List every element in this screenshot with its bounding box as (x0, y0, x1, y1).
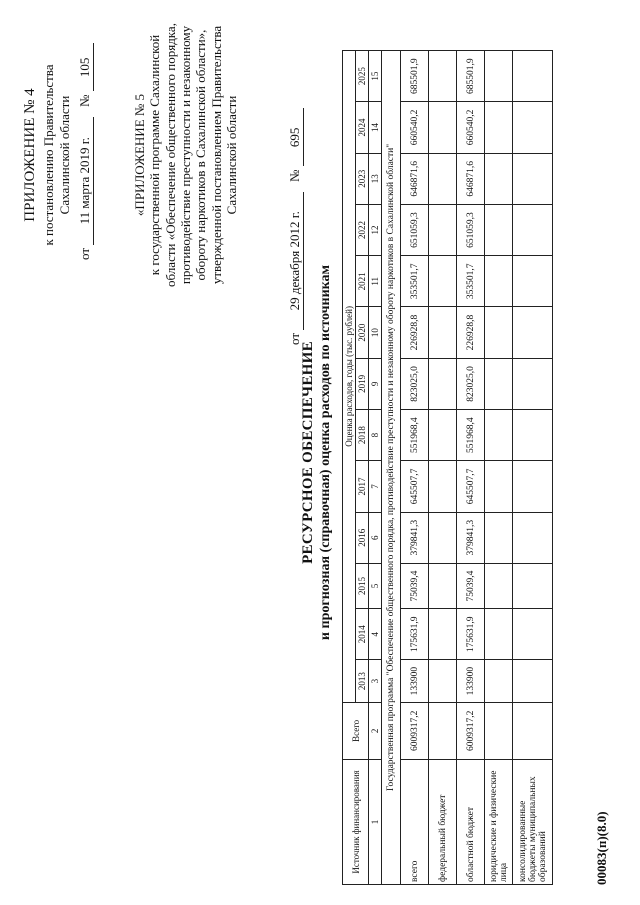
table-row (429, 51, 457, 885)
table-row (401, 51, 429, 885)
appendix-4-date: 11 марта 2019 г. (78, 117, 94, 245)
date-prefix: от (287, 332, 302, 345)
column-number: 1 (369, 760, 382, 885)
section-subtitle: и прогнозная (справочная) оценка расходов по источникам (318, 264, 333, 641)
table-cell: 645507,7 (401, 461, 429, 512)
table-cell (513, 307, 553, 358)
table-cell (513, 461, 553, 512)
table-cell (513, 102, 553, 153)
table-cell (485, 410, 513, 461)
table-cell (485, 307, 513, 358)
appendix-5-line: к государственной программе Сахалинской (147, 34, 163, 276)
appendix-4-number: 105 (78, 43, 94, 91)
table-cell (429, 410, 457, 461)
table-cell: 823025,0 (457, 358, 485, 409)
column-number: 11 (369, 256, 382, 307)
table-cell (429, 461, 457, 512)
table-row (513, 51, 553, 885)
table-cell (485, 256, 513, 307)
table-row (457, 51, 485, 885)
table-cell (485, 102, 513, 153)
row-label: всего (401, 760, 429, 885)
table-cell (485, 563, 513, 608)
appendix-5-line: обороту наркотиков в Сахалинской области», (193, 29, 209, 281)
header-year: 2014 (356, 609, 369, 660)
table-cell (485, 153, 513, 204)
header-year: 2016 (356, 512, 369, 563)
table-cell: 6009317,2 (401, 702, 429, 759)
column-number: 5 (369, 563, 382, 608)
appendix-4-line-1: к постановлению Правительства (41, 64, 56, 246)
column-number: 15 (369, 51, 382, 102)
column-number: 9 (369, 358, 382, 409)
header-year: 2013 (356, 660, 369, 702)
table-cell: 226928,8 (401, 307, 429, 358)
header-year: 2015 (356, 563, 369, 608)
appendix-5-line: утвержденной постановлением Правительства (208, 25, 224, 285)
appendix-4-date-line (78, 43, 94, 260)
document-code: 00083(п)(8.0) (594, 811, 609, 885)
column-number: 3 (369, 660, 382, 702)
header-year: 2025 (356, 51, 369, 102)
row-label: юридические и физические лица (485, 760, 513, 885)
appendix-4-title: ПРИЛОЖЕНИЕ № 4 (22, 88, 38, 222)
number-prefix: № (287, 169, 302, 182)
table-cell (513, 702, 553, 759)
column-number: 13 (369, 153, 382, 204)
table-cell: 379841,3 (401, 512, 429, 563)
table-cell: 379841,3 (457, 512, 485, 563)
appendix-5-line: Сахалинской области (223, 95, 239, 215)
table-cell: 823025,0 (401, 358, 429, 409)
header-year: 2017 (356, 461, 369, 512)
header-total: Всего (343, 702, 369, 759)
table-cell (429, 660, 457, 702)
table-cell: 646871,6 (401, 153, 429, 204)
table-cell (485, 660, 513, 702)
row-label: консолидированные бюджеты муниципальных образований (513, 760, 553, 885)
date-prefix: от (77, 247, 92, 260)
table-cell (513, 153, 553, 204)
table-cell: 353501,7 (401, 256, 429, 307)
table-cell (485, 512, 513, 563)
column-number: 10 (369, 307, 382, 358)
table-cell (485, 461, 513, 512)
table-cell (513, 563, 553, 608)
table-cell (485, 51, 513, 102)
table-cell (429, 102, 457, 153)
table-cell: 685501,9 (401, 51, 429, 102)
table-cell: 6009317,2 (457, 702, 485, 759)
header-years-group: Оценка расходов, годы (тыс. рублей) (343, 51, 356, 703)
table-cell: 685501,9 (457, 51, 485, 102)
table-cell: 75039,4 (457, 563, 485, 608)
table-cell (429, 702, 457, 759)
table-cell (513, 204, 553, 255)
table-cell (429, 609, 457, 660)
program-title-row: Государственная программа "Обеспечение общественного порядка, противодействие преступности и незаконному обороту наркотиков в Сахалинской области" (382, 51, 401, 885)
table-cell: 226928,8 (457, 307, 485, 358)
table-cell: 660540,2 (401, 102, 429, 153)
table-cell: 651059,3 (401, 204, 429, 255)
table-cell (485, 204, 513, 255)
header-year: 2020 (356, 307, 369, 358)
table-cell (513, 660, 553, 702)
table-cell: 651059,3 (457, 204, 485, 255)
appendix-4-line-2: Сахалинской области (57, 95, 72, 215)
table-cell (429, 153, 457, 204)
table-cell: 645507,7 (457, 461, 485, 512)
appendix-5-number: 695 (288, 108, 304, 166)
section-title: РЕСУРСНОЕ ОБЕСПЕЧЕНИЕ (300, 341, 316, 564)
resource-table (342, 50, 553, 885)
header-year: 2022 (356, 204, 369, 255)
column-number: 2 (369, 702, 382, 759)
table-cell: 75039,4 (401, 563, 429, 608)
table-cell (485, 358, 513, 409)
table-cell (513, 358, 553, 409)
number-prefix: № (77, 94, 92, 107)
table-cell (429, 307, 457, 358)
table-cell (513, 512, 553, 563)
table-cell: 551968,4 (457, 410, 485, 461)
table-cell (513, 609, 553, 660)
row-label: федеральный бюджет (429, 760, 457, 885)
table-cell (429, 358, 457, 409)
appendix-5-line: противодействие преступности и незаконному (177, 25, 193, 285)
table-cell (429, 512, 457, 563)
header-year: 2024 (356, 102, 369, 153)
table-cell (429, 51, 457, 102)
table-cell: 660540,2 (457, 102, 485, 153)
table-cell (429, 563, 457, 608)
header-source: Источник финансирования (343, 760, 369, 885)
header-year: 2021 (356, 256, 369, 307)
header-year: 2018 (356, 410, 369, 461)
table-cell (485, 702, 513, 759)
table-cell: 353501,7 (457, 256, 485, 307)
column-number: 6 (369, 512, 382, 563)
appendix-5-date: 29 декабря 2012 г. (288, 192, 304, 330)
table-cell (513, 256, 553, 307)
appendix-5-line: «ПРИЛОЖЕНИЕ № 5 (132, 93, 147, 217)
table-row (485, 51, 513, 885)
table-cell (429, 204, 457, 255)
appendix-5-block (132, 5, 239, 305)
table-cell: 646871,6 (457, 153, 485, 204)
table-cell: 175631,9 (457, 609, 485, 660)
appendix-5-line: области «Обеспечение общественного порядка, (162, 23, 178, 287)
table-cell (485, 609, 513, 660)
table-cell (429, 256, 457, 307)
column-number: 8 (369, 410, 382, 461)
table-cell: 133900 (457, 660, 485, 702)
table-cell (513, 51, 553, 102)
column-number: 7 (369, 461, 382, 512)
table-cell: 133900 (401, 660, 429, 702)
column-number: 4 (369, 609, 382, 660)
column-number: 14 (369, 102, 382, 153)
table-cell: 551968,4 (401, 410, 429, 461)
column-number: 12 (369, 204, 382, 255)
header-year: 2019 (356, 358, 369, 409)
table-cell: 175631,9 (401, 609, 429, 660)
header-year: 2023 (356, 153, 369, 204)
row-label: областной бюджет (457, 760, 485, 885)
table-cell (513, 410, 553, 461)
